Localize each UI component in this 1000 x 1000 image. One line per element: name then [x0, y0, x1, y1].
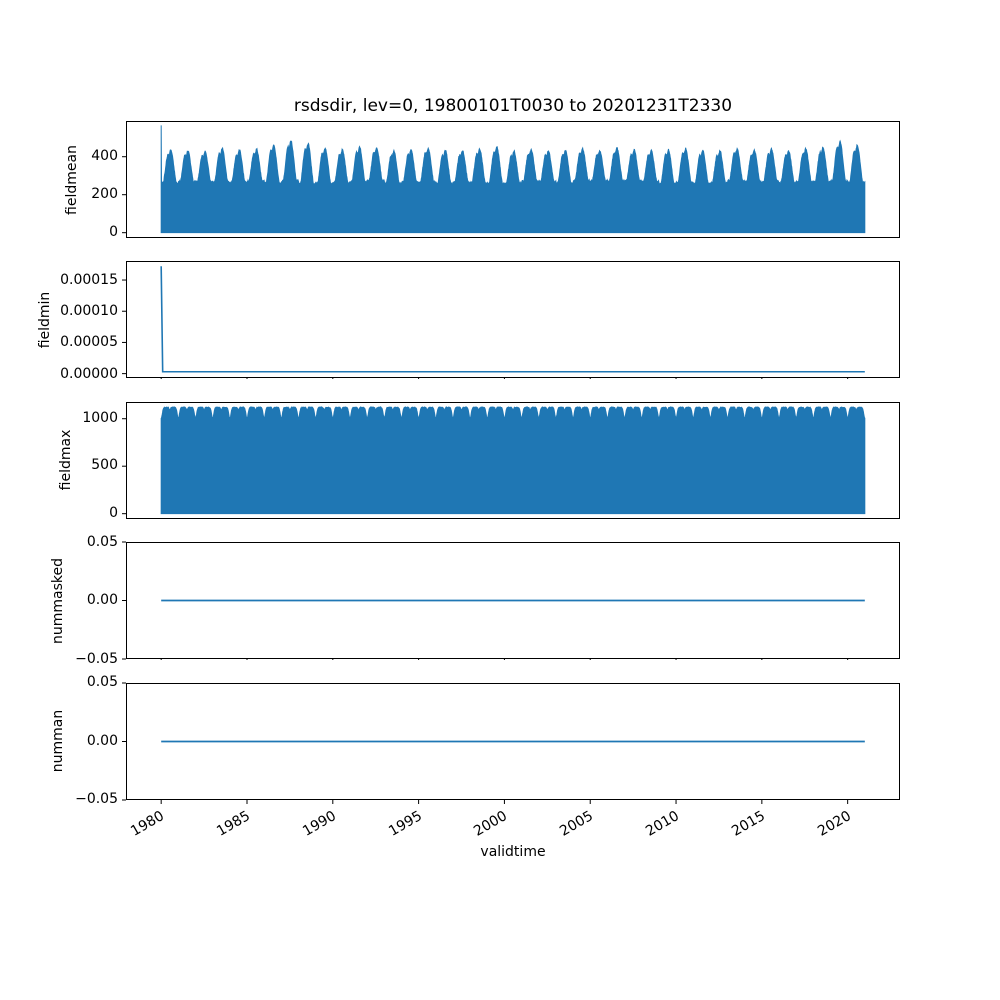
x-tick-label: 1985 — [214, 807, 253, 840]
x-tick-label: 2020 — [814, 807, 854, 840]
y-tick-label: 0.05 — [86, 533, 118, 550]
subplot-numman — [50, 674, 900, 840]
subplot-nummasked — [50, 533, 900, 667]
y-tick-label: 0 — [109, 224, 118, 241]
x-tick-label: 1980 — [128, 807, 168, 840]
x-tick-label: 1995 — [385, 807, 425, 840]
subplot-fieldmax — [58, 402, 900, 521]
x-tick-label: 2015 — [728, 807, 768, 840]
subplot-fieldmean — [64, 121, 900, 241]
x-tick-label: 2010 — [643, 807, 683, 840]
y-tick-label: 1000 — [82, 410, 118, 426]
fieldmax-axis-label: fieldmax — [58, 429, 74, 491]
x-tick-label: 2005 — [557, 807, 597, 840]
numman-plot-canvas — [126, 683, 900, 800]
y-tick-label: 0.00000 — [60, 365, 118, 382]
nummasked-plot-canvas — [126, 542, 900, 659]
y-tick-label: 0.00005 — [60, 334, 118, 351]
y-tick-label: 500 — [91, 457, 118, 474]
y-tick-label: −0.05 — [75, 791, 118, 808]
y-tick-label: 0.00015 — [60, 271, 118, 288]
x-axis-label: validtime — [480, 844, 546, 860]
y-tick-label: 0 — [109, 504, 118, 521]
fieldmean-plot-canvas — [126, 121, 900, 238]
fieldmean-axis-label: fieldmean — [64, 144, 80, 215]
y-tick-label: −0.05 — [75, 650, 118, 667]
fieldmin-plot-canvas — [126, 261, 900, 378]
nummasked-axis-label: nummasked — [50, 557, 66, 644]
y-tick-label: 0.00 — [86, 732, 118, 749]
y-tick-label: 200 — [91, 186, 118, 203]
fieldmax-series — [161, 407, 865, 514]
y-tick-label: 0.00010 — [60, 303, 118, 320]
x-tick-label: 1990 — [299, 807, 339, 840]
chart-title: rsdsdir, lev=0, 19800101T0030 to 20201231T2330 — [293, 96, 733, 116]
subplot-fieldmin — [37, 261, 900, 382]
y-tick-label: 400 — [91, 148, 118, 165]
y-tick-label: 0.00 — [86, 592, 118, 609]
fieldmax-plot-canvas — [126, 402, 900, 519]
numman-axis-label: numman — [50, 709, 66, 773]
x-tick-label: 2000 — [471, 807, 511, 840]
y-tick-label: 0.05 — [86, 674, 118, 691]
fieldmin-axis-label: fieldmin — [37, 291, 53, 349]
